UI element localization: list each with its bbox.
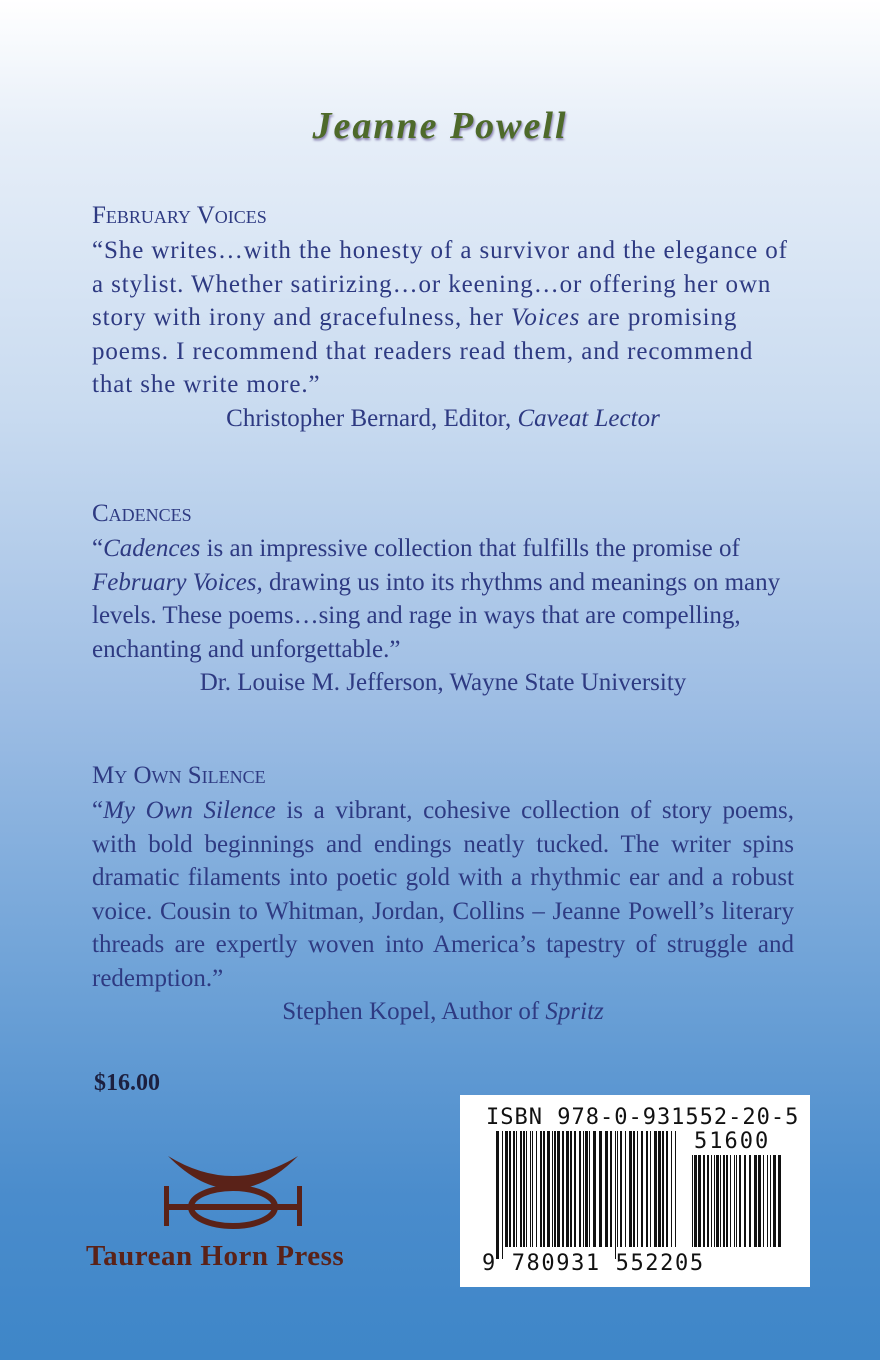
barcode-bar [694, 1155, 697, 1247]
barcode-bar [730, 1155, 731, 1247]
barcode-bar [566, 1131, 569, 1247]
barcode-bars [496, 1131, 680, 1259]
barcode-bar [583, 1131, 584, 1247]
barcode-bar [650, 1131, 651, 1247]
barcode-bar [666, 1131, 668, 1247]
barcode-bar [570, 1131, 572, 1247]
barcode-bar [658, 1131, 661, 1247]
barcode-bar [763, 1155, 764, 1247]
barcode-bar [714, 1155, 715, 1247]
barcode-bar [773, 1155, 776, 1247]
barcode-bar [574, 1131, 576, 1247]
barcode-bar [770, 1155, 771, 1247]
barcode-bar [654, 1131, 657, 1247]
barcode-bar [671, 1131, 672, 1247]
barcode-bar [552, 1131, 553, 1247]
barcode-bar [734, 1155, 735, 1247]
review-attribution: Dr. Louise M. Jefferson, Wayne State University [199, 669, 687, 696]
barcode-bar [610, 1131, 612, 1247]
barcode-bar [496, 1131, 499, 1259]
barcode-bar [579, 1131, 581, 1247]
review-quote: “My Own Silence is a vibrant, cohesive collection of story poems, with bold beginnings and endings neatly tucked. The writer spins dramatic filaments into poetic gold with a rhythmic ear and a robust voice. Cousin to Whitman, Jordan, Collins – Jeanne Powell’s literary threads are expertly woven into America’s tapestry of struggle and redemption.” [92, 797, 794, 992]
review-attribution: Stephen Kopel, Author of Spritz [282, 998, 604, 1025]
isbn-label: ISBN 978-0-931552-20-5 [486, 1105, 800, 1130]
barcode-bar [744, 1155, 746, 1247]
barcode-bar [562, 1131, 564, 1247]
barcode-bar [617, 1131, 618, 1247]
barcode-bar [637, 1131, 638, 1247]
barcode-bar [641, 1131, 643, 1247]
review-quote: “She writes…with the honesty of a survivor and the elegance of a stylist. Whether satirizing…or keening…or offering her own story with irony and gracefulness, her Voices are promising poems. I recommend that readers read them, and recommend that she write more.” [92, 237, 788, 398]
barcode-bar [557, 1131, 560, 1247]
price: $16.00 [94, 1070, 160, 1096]
review-heading: My Own Silence [92, 762, 266, 789]
barcode-bar [615, 1131, 616, 1259]
barcode-bar [758, 1155, 761, 1247]
barcode-bar [720, 1155, 721, 1247]
barcode-bar [536, 1131, 537, 1247]
review-quote: “Cadences is an impressive collection that fulfills the promise of February Voices, drawing us into its rhythms and meanings on many levels. These poems…sing and rage in ways that are compelling, enchanting and unforgettable.” [92, 535, 781, 663]
price-addon-code: 51600 [694, 1129, 771, 1154]
barcode-bar [662, 1131, 664, 1247]
barcode-bar [629, 1131, 632, 1247]
barcode-bar [523, 1131, 525, 1247]
barcode-bar [716, 1155, 719, 1247]
review-my-own-silence [92, 762, 794, 1028]
barcode-bar [593, 1131, 596, 1247]
review-attribution: Christopher Bernard, Editor, Caveat Lector [226, 404, 660, 432]
barcode-bar [675, 1131, 676, 1247]
barcode-bar [509, 1131, 511, 1247]
barcode-bar [520, 1131, 522, 1247]
author-name: Jeanne Powell [312, 105, 568, 147]
barcode-bar [532, 1131, 533, 1247]
barcode-bar [502, 1131, 503, 1259]
barcode-bar [707, 1155, 709, 1247]
barcode-bar [692, 1155, 693, 1247]
barcode-bar [540, 1131, 542, 1247]
barcode-bar [711, 1155, 712, 1247]
barcode-bar [703, 1155, 705, 1247]
barcode-bar [754, 1155, 757, 1247]
barcode-bar [547, 1131, 550, 1247]
barcode-bar [605, 1131, 608, 1247]
taurean-horn-logo-icon [158, 1152, 308, 1232]
barcode-bar [513, 1131, 515, 1247]
publisher-name: Taurean Horn Press [86, 1240, 345, 1272]
barcode-bar [633, 1131, 635, 1247]
barcode-bar [620, 1131, 622, 1247]
barcode-bar [516, 1131, 517, 1247]
barcode-bar [599, 1131, 602, 1247]
addon-barcode-bars [692, 1155, 784, 1259]
barcode-bar [723, 1155, 725, 1247]
barcode-bar [736, 1155, 737, 1247]
barcode-bar [749, 1155, 751, 1247]
barcode-bar [767, 1155, 768, 1247]
barcode-bar [646, 1131, 648, 1247]
barcode-bar [543, 1131, 545, 1247]
review-february-voices [92, 202, 794, 435]
barcode-bar [726, 1155, 728, 1247]
barcode-bar [554, 1131, 556, 1247]
review-heading: February Voices [92, 202, 267, 229]
barcode-bar [589, 1131, 590, 1247]
review-heading: Cadences [92, 500, 192, 527]
review-cadences [92, 500, 794, 699]
barcode-bar [505, 1131, 508, 1247]
barcode-bar [778, 1155, 781, 1247]
barcode-bar [530, 1131, 531, 1247]
barcode-bar [625, 1131, 626, 1247]
ean-digits: 9 780931 552205 [482, 1251, 705, 1276]
isbn-barcode [460, 1095, 810, 1287]
barcode-bar [698, 1155, 701, 1247]
barcode-bar [739, 1155, 741, 1247]
barcode-bar [585, 1131, 588, 1247]
barcode-bar [526, 1131, 527, 1247]
